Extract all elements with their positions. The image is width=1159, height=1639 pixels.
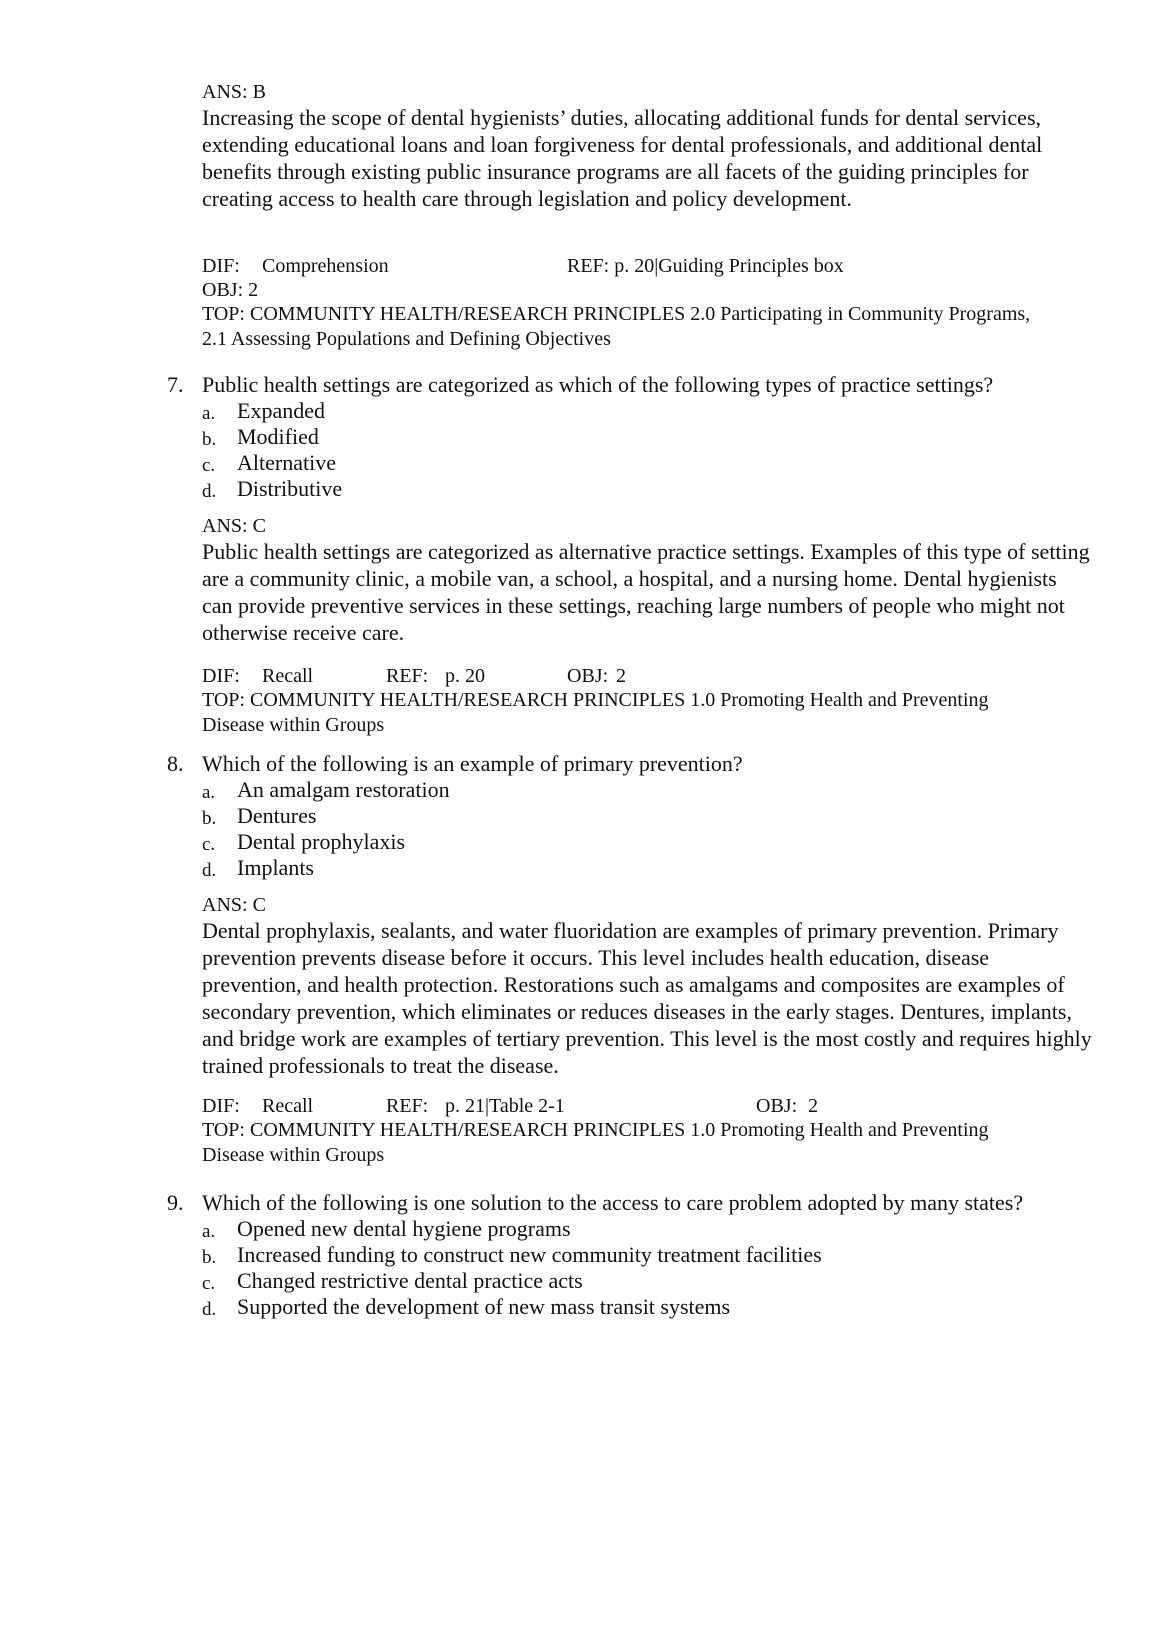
ref-value: REF: p. 20|Guiding Principles box [567, 255, 844, 277]
meta-row [202, 1094, 1092, 1119]
ref-value: p. 20 [445, 665, 485, 687]
question-number: 8. [167, 751, 184, 776]
choice-text: Expanded [237, 398, 325, 423]
question-text: Which of the following is an example of primary prevention? [202, 751, 743, 776]
choice-text: Increased funding to construct new community treatment facilities [237, 1242, 822, 1267]
choice-text: Supported the development of new mass transit systems [237, 1294, 731, 1319]
question-number: 9. [167, 1190, 184, 1215]
prev-obj: OBJ: 2 [202, 279, 259, 301]
choice [202, 1215, 1082, 1242]
choice [202, 449, 1082, 476]
choice-letter: b. [202, 1247, 217, 1268]
prev-answer-label: ANS: B [202, 81, 266, 103]
choice [202, 802, 1082, 829]
choice-letter: c. [202, 455, 216, 476]
obj-label: OBJ: [567, 665, 609, 687]
choice [202, 828, 1082, 855]
choice [202, 776, 1082, 803]
ref-value: p. 21|Table 2-1 [445, 1095, 565, 1117]
prev-answer-rationale: Increasing the scope of dental hygienists’ duties, allocating additional funds for dental services, extending educational loans and loan forgiveness for dental professionals, and additional dental benefits through existing public insurance programs are all facets of the guiding principles for creating access to health care through legislation and policy development. [202, 105, 1043, 211]
dif-value: Recall [262, 1095, 314, 1117]
question-text: Which of the following is one solution to the access to care problem adopted by many states? [202, 1190, 1024, 1215]
choice-text: Dentures [237, 803, 317, 828]
choice-text: Dental prophylaxis [237, 829, 406, 854]
dif-value: Comprehension [262, 255, 389, 277]
obj-label: OBJ: [756, 1095, 798, 1117]
topic: TOP: COMMUNITY HEALTH/RESEARCH PRINCIPLES 1.0 Promoting Health and Preventing Disease within Groups [202, 689, 989, 736]
meta-row [202, 664, 1092, 689]
choice [202, 1241, 1082, 1268]
choice-text: Modified [237, 424, 319, 449]
choice-text: Distributive [237, 476, 343, 501]
ref-label: REF: [386, 1095, 429, 1117]
choice-letter: d. [202, 860, 217, 881]
dif-label: DIF: [202, 1095, 240, 1117]
question-text: Public health settings are categorized as which of the following types of practice settings? [202, 372, 994, 397]
prev-topic: TOP: COMMUNITY HEALTH/RESEARCH PRINCIPLES 2.0 Participating in Community Programs, 2.1 Assessing Populations and Defining Objectives [202, 303, 1031, 350]
choice-text: Changed restrictive dental practice acts [237, 1268, 583, 1293]
question-number: 7. [167, 372, 184, 397]
choice-text: Alternative [237, 450, 336, 475]
choice [202, 1267, 1082, 1294]
dif-label: DIF: [202, 665, 240, 687]
answer-rationale: Public health settings are categorized as alternative practice settings. Examples of this type of setting are a community clinic, a mobile van, a school, a hospital, and a nursing home. Dental hygienists can provide preventive services in these settings, reaching large numbers of people who might not otherwise receive care. [202, 539, 1090, 645]
topic: TOP: COMMUNITY HEALTH/RESEARCH PRINCIPLES 1.0 Promoting Health and Preventing Disease within Groups [202, 1119, 989, 1166]
obj-value: 2 [808, 1095, 818, 1117]
choice-letter: c. [202, 1273, 216, 1294]
obj-value: 2 [616, 665, 626, 687]
choice-text: Opened new dental hygiene programs [237, 1216, 571, 1241]
choice-letter: b. [202, 429, 217, 450]
choice-letter: d. [202, 1299, 217, 1320]
choice [202, 475, 1082, 502]
choice-letter: a. [202, 782, 216, 803]
dif-label: DIF: [202, 255, 240, 277]
choice-text: An amalgam restoration [237, 777, 450, 802]
answer-rationale: Dental prophylaxis, sealants, and water fluoridation are examples of primary prevention. Primary prevention prevents disease before it occurs. This level includes health education, disease prevention, and health protection. Restorations such as amalgams and composites are examples of secondary prevention, which eliminates or reduces diseases in the early stages. Dentures, implants, and bridge work are examples of tertiary prevention. This level is the most costly and requires highly trained professionals to treat the disease. [202, 918, 1092, 1078]
answer-label: ANS: C [202, 515, 266, 537]
choice-letter: c. [202, 834, 216, 855]
answer-label: ANS: C [202, 894, 266, 916]
choice [202, 397, 1082, 424]
choice [202, 423, 1082, 450]
choice-letter: b. [202, 808, 217, 829]
choice [202, 854, 1082, 881]
choice [202, 1293, 1082, 1320]
choice-letter: a. [202, 1221, 216, 1242]
dif-value: Recall [262, 665, 314, 687]
choice-letter: d. [202, 481, 217, 502]
prev-meta-row [202, 254, 1092, 279]
choice-text: Implants [237, 855, 314, 880]
choice-letter: a. [202, 403, 216, 424]
ref-label: REF: [386, 665, 429, 687]
